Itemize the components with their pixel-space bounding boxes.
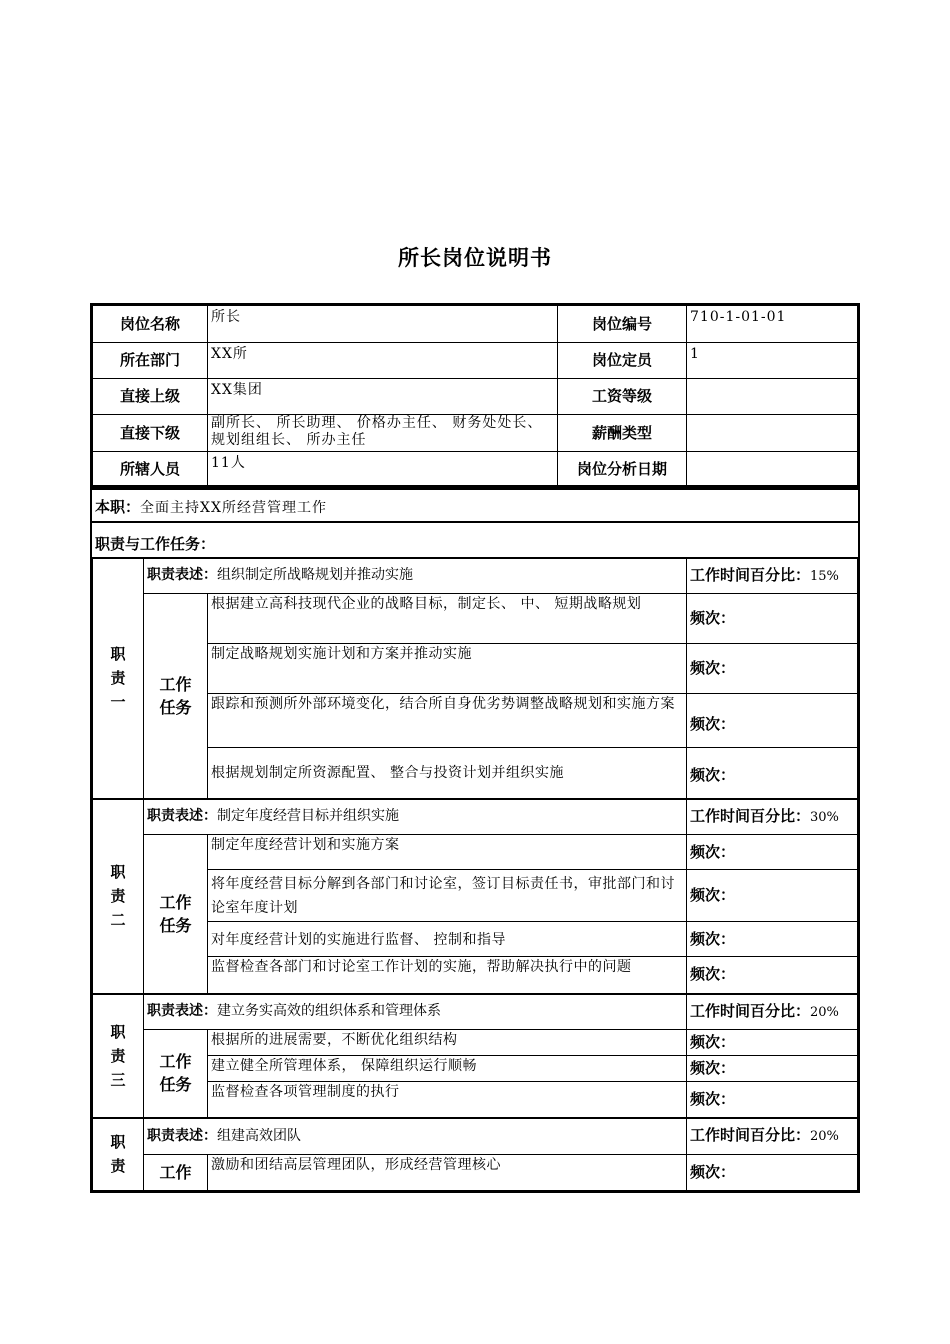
salary-grade-value	[687, 379, 858, 415]
staff-count-value: 11人	[208, 452, 558, 488]
duty-desc-text: 组织制定所战略规划并推动实施	[217, 567, 413, 583]
task-item: 监督检查各项管理制度的执行	[208, 1082, 687, 1118]
task-header-4: 工作	[144, 1155, 208, 1191]
freq-label: 频次：	[687, 644, 858, 694]
duty-desc-text: 制定年度经营目标并组织实施	[217, 808, 399, 825]
department-label: 所在部门	[93, 343, 208, 379]
pct-label: 工作时间百分比：	[690, 1001, 811, 1020]
task-item: 根据建立高科技现代企业的战略目标，制定长、 中、 短期战略规划	[208, 594, 687, 644]
duty-pct-cell	[687, 799, 858, 835]
position-name-label: 岗位名称	[93, 306, 208, 343]
task-item: 建立健全所管理体系， 保障组织运行顺畅	[208, 1056, 687, 1082]
task-item: 监督检查各部门和讨论室工作计划的实施，帮助解决执行中的问题	[208, 957, 687, 994]
staff-count-label: 所辖人员	[93, 452, 208, 488]
department-value: XX所	[208, 343, 558, 379]
task-header-1: 工作 任务	[144, 594, 208, 799]
task-item: 制定年度经营计划和实施方案	[208, 835, 687, 870]
pct-value: 20%	[810, 1004, 839, 1020]
pct-label: 工作时间百分比：	[690, 806, 811, 825]
task-item: 激励和团结高层管理团队，形成经营管理核心	[208, 1155, 687, 1191]
main-duty-row	[90, 485, 860, 523]
position-code-label: 岗位编号	[558, 306, 687, 343]
analysis-date-label: 岗位分析日期	[558, 452, 687, 488]
duty-desc-text: 建立务实高效的组织体系和管理体系	[217, 1003, 441, 1020]
pct-label: 工作时间百分比：	[690, 1126, 811, 1145]
duties-header: 职责与工作任务：	[95, 535, 216, 553]
duties-header-row	[90, 521, 860, 559]
subordinates-label: 直接下级	[93, 415, 208, 452]
duty-label-3: 职 责 三	[93, 994, 144, 1118]
task-header-3: 工作 任务	[144, 1030, 208, 1118]
task-header-2: 工作 任务	[144, 835, 208, 994]
freq-label: 频次：	[687, 694, 858, 748]
pct-value: 30%	[810, 809, 839, 825]
duty-label-1: 职 责 一	[93, 558, 144, 799]
duty-label-2: 职 责 二	[93, 799, 144, 994]
superior-value: XX集团	[208, 379, 558, 415]
freq-label: 频次：	[687, 835, 858, 870]
pct-value: 15%	[810, 568, 839, 584]
pay-type-value	[687, 415, 858, 452]
task-item: 制定战略规划实施计划和方案并推动实施	[208, 644, 687, 694]
duty-row	[93, 558, 858, 594]
position-info-table	[90, 303, 860, 490]
pct-value: 20%	[810, 1129, 839, 1145]
task-item: 将年度经营目标分解到各部门和讨论室，签订目标责任书，审批部门和讨论室年度计划	[208, 870, 687, 922]
freq-label: 频次：	[687, 1082, 858, 1118]
freq-label: 频次：	[687, 594, 858, 644]
duty-desc-cell	[144, 1118, 687, 1155]
duty-desc-cell	[144, 994, 687, 1030]
page-title: 所长岗位说明书	[398, 246, 552, 270]
task-item: 根据规划制定所资源配置、 整合与投资计划并组织实施	[208, 748, 687, 799]
duty-desc-label: 职责表述：	[147, 1127, 217, 1144]
salary-grade-label: 工资等级	[558, 379, 687, 415]
freq-label: 频次：	[687, 748, 858, 799]
duty-pct-cell	[687, 558, 858, 594]
position-code-value: 710-1-01-01	[687, 306, 858, 343]
pct-label: 工作时间百分比：	[690, 565, 811, 584]
duty-desc-label: 职责表述：	[147, 567, 217, 583]
main-duty-text: 全面主持XX所经营管理工作	[140, 500, 327, 516]
subordinates-value: 副所长、 所长助理、 价格办主任、 财务处处长、 规划组组长、 所办主任	[208, 415, 558, 452]
freq-label: 频次：	[687, 870, 858, 922]
position-name-value: 所长	[208, 306, 558, 343]
duty-desc-text: 组建高效团队	[217, 1127, 301, 1144]
task-item: 对年度经营计划的实施进行监督、 控制和指导	[208, 922, 687, 957]
pay-type-label: 薪酬类型	[558, 415, 687, 452]
freq-label: 频次：	[687, 957, 858, 994]
task-item: 跟踪和预测所外部环境变化，结合所自身优劣势调整战略规划和实施方案	[208, 694, 687, 748]
duties-table	[90, 557, 860, 1193]
duty-label-4: 职 责	[93, 1118, 144, 1191]
duty-desc-label: 职责表述：	[147, 808, 217, 825]
headcount-value: 1	[687, 343, 858, 379]
freq-label: 频次：	[687, 1155, 858, 1191]
duty-pct-cell	[687, 1118, 858, 1155]
duty-pct-cell	[687, 994, 858, 1030]
freq-label: 频次：	[687, 922, 858, 957]
main-duty-label: 本职：	[95, 498, 141, 516]
duty-desc-cell	[144, 558, 687, 594]
freq-label: 频次：	[687, 1056, 858, 1082]
headcount-label: 岗位定员	[558, 343, 687, 379]
duty-desc-label: 职责表述：	[147, 1003, 217, 1020]
task-item: 根据所的进展需要，不断优化组织结构	[208, 1030, 687, 1056]
superior-label: 直接上级	[93, 379, 208, 415]
duty-desc-cell	[144, 799, 687, 835]
analysis-date-value	[687, 452, 858, 488]
freq-label: 频次：	[687, 1030, 858, 1056]
